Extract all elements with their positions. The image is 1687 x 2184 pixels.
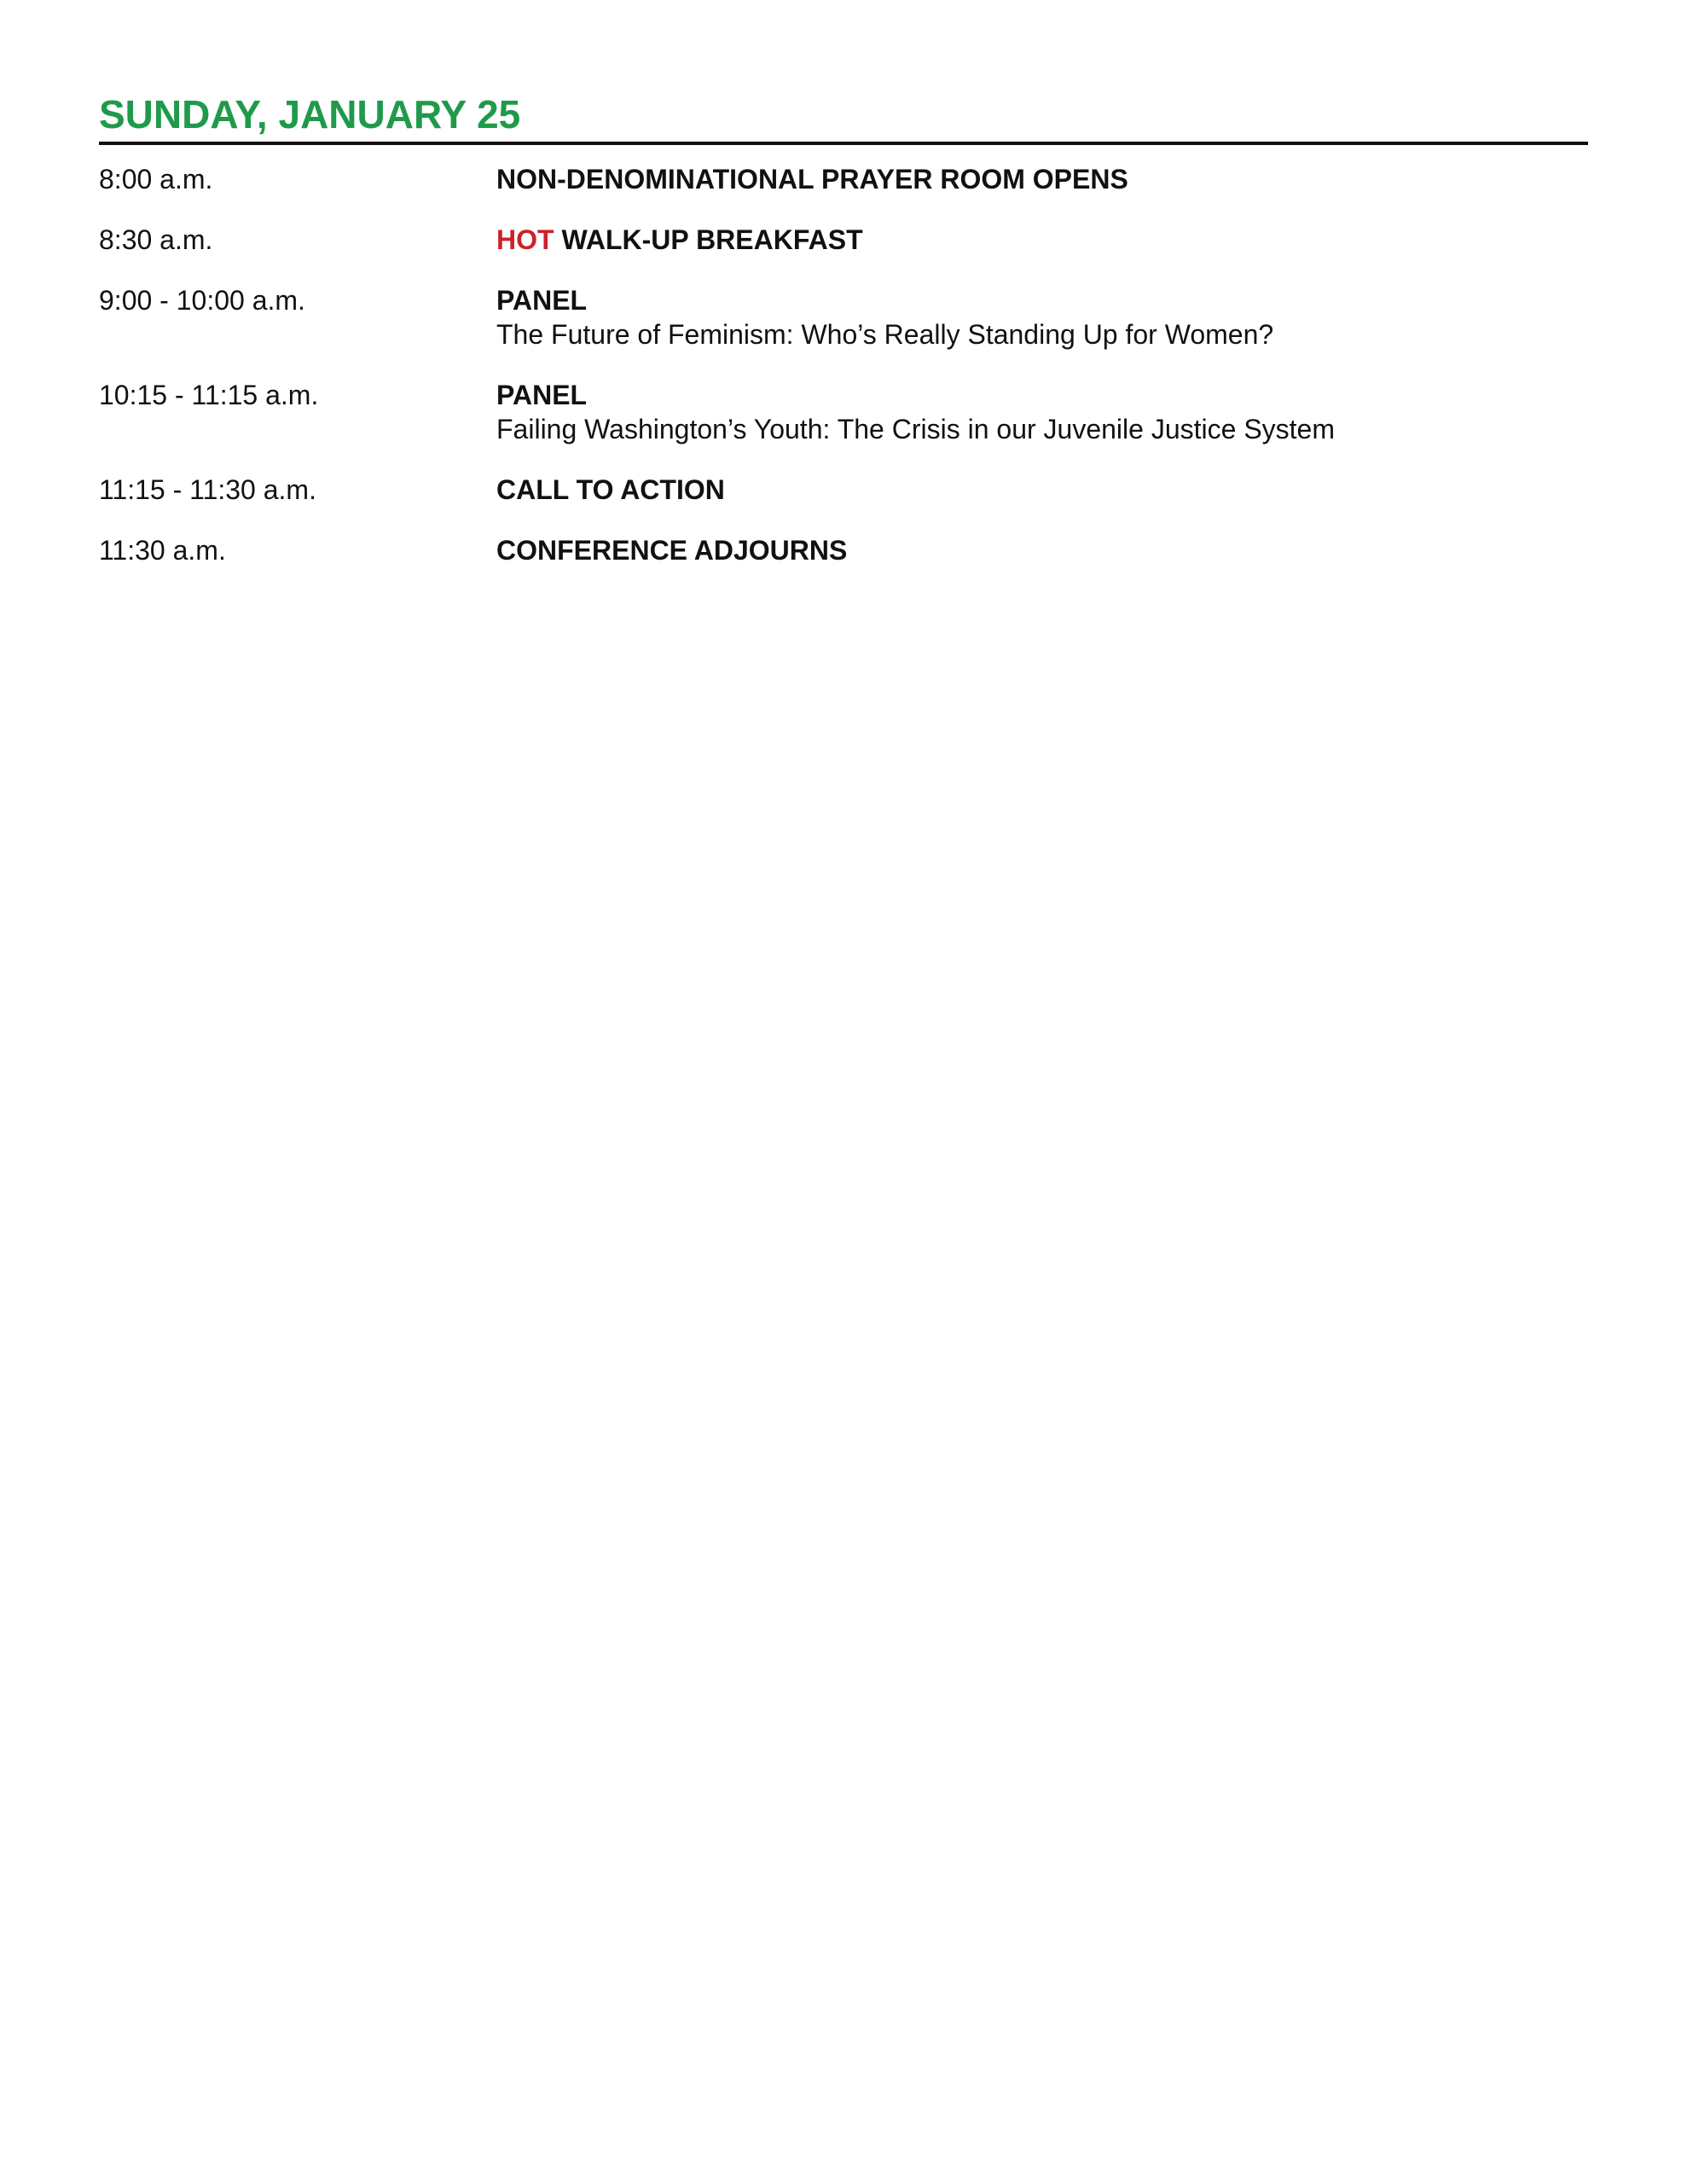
schedule-row [99, 378, 1588, 446]
day-heading: SUNDAY, JANUARY 25 [99, 92, 521, 136]
event-time: 8:30 a.m. [99, 224, 213, 255]
event-details [496, 533, 1588, 567]
event-details [496, 378, 1588, 446]
event-time: 11:15 - 11:30 a.m. [99, 474, 316, 505]
event-details [496, 223, 1588, 257]
schedule-row [99, 473, 1588, 507]
event-title: NON-DENOMINATIONAL PRAYER ROOM OPENS [496, 164, 1128, 195]
schedule-row [99, 223, 1588, 257]
event-description: The Future of Feminism: Who’s Really Standing Up for Women? [496, 319, 1274, 350]
schedule-row [99, 162, 1588, 196]
event-time: 8:00 a.m. [99, 164, 213, 195]
heading-divider [99, 142, 1588, 145]
event-time: 10:15 - 11:15 a.m. [99, 380, 319, 410]
event-details [496, 283, 1588, 351]
event-title: CONFERENCE ADJOURNS [496, 535, 848, 566]
schedule-row [99, 283, 1588, 351]
schedule-row [99, 533, 1588, 567]
event-time: 9:00 - 10:00 a.m. [99, 285, 305, 316]
event-title: WALK-UP BREAKFAST [561, 224, 863, 255]
event-title-line [496, 223, 1588, 257]
event-time: 11:30 a.m. [99, 535, 226, 566]
agenda-page [99, 0, 1588, 594]
event-details [496, 162, 1588, 196]
event-title-highlight: HOT [496, 224, 554, 255]
event-title: CALL TO ACTION [496, 474, 725, 505]
event-title: PANEL [496, 285, 588, 316]
event-description: Failing Washington’s Youth: The Crisis in our Juvenile Justice System [496, 414, 1335, 444]
event-details [496, 473, 1588, 507]
schedule-list [99, 162, 1588, 567]
event-title: PANEL [496, 380, 588, 410]
